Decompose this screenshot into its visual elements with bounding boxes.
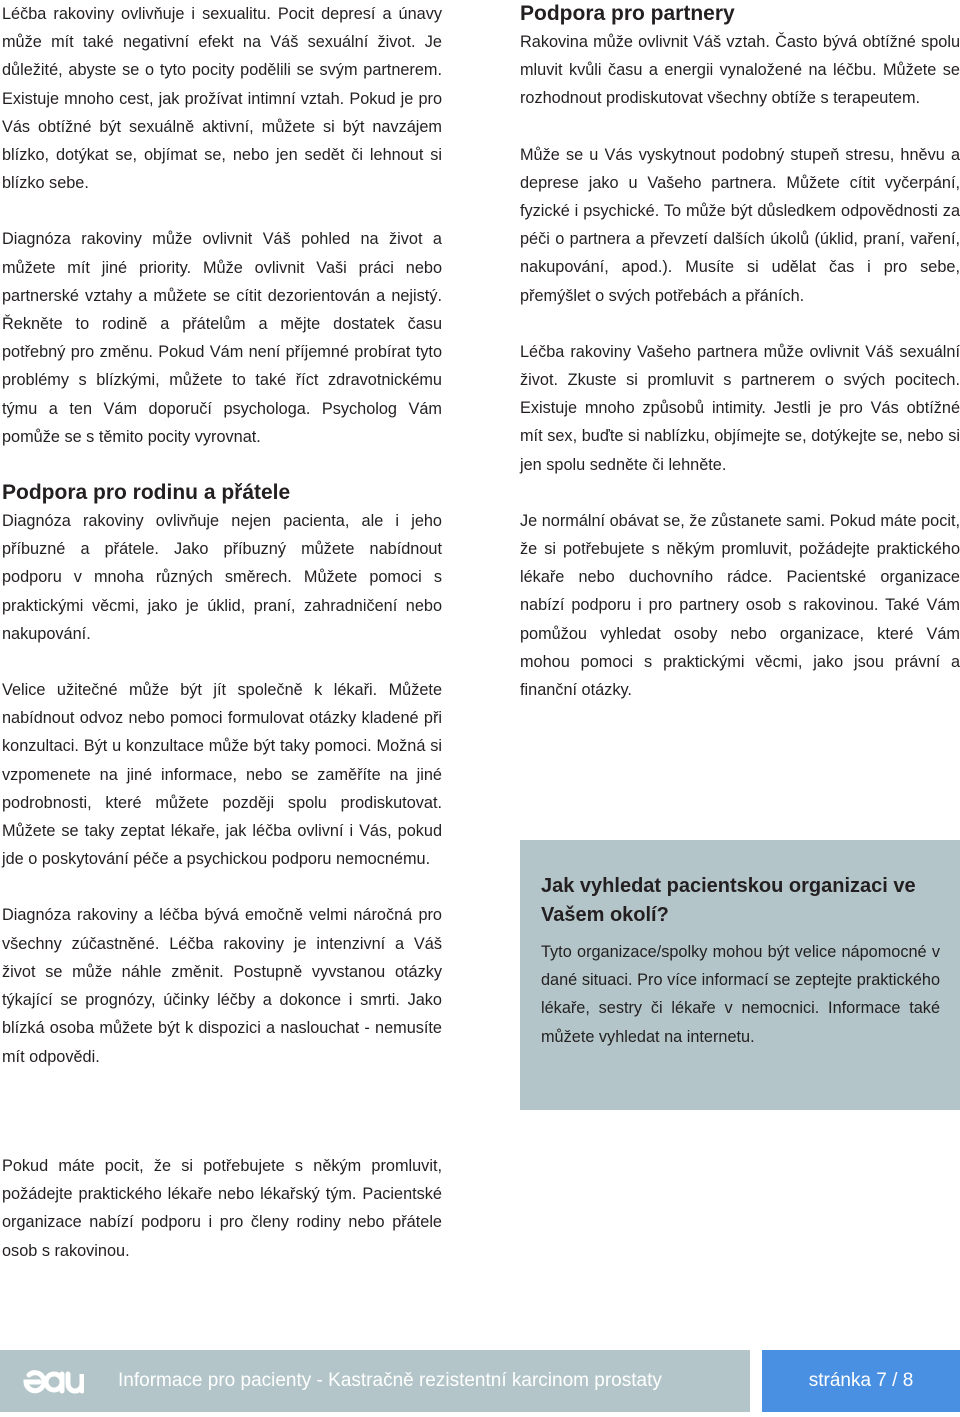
infobox-text: Tyto organizace/spolky mohou být velice nápomocné v dané situaci. Pro více informací se zeptejte praktického lékaře, sestry či lékaře v nemocnici. Informace také můžete vyhledat na internetu. bbox=[541, 943, 940, 1046]
right-column bbox=[520, 0, 960, 732]
paragraph-family-3: Diagnóza rakoviny a léčba bývá emočně velmi náročná pro všechny zúčastněné. Léčba rakoviny je intenzivní a Váš život se může náhle změnit. Postupně vyvstanou otázky týkající se prognózy, účinky léčby a dokonce i smrti. Jako blízká osoba můžete být k dispozici a naslouchat - nemusíte mít odpovědi. bbox=[2, 906, 442, 1066]
left-column bbox=[2, 0, 442, 1099]
family-support-heading: Podpora pro rodinu a přátele bbox=[2, 481, 291, 505]
eau-logo-icon bbox=[22, 1362, 84, 1400]
partner-support-heading: Podpora pro partnery bbox=[520, 2, 735, 25]
infobox-heading: Jak vyhledat pacientskou organizaci ve Vašem okolí? bbox=[541, 875, 916, 926]
paragraph-family-4: Pokud máte pocit, že si potřebujete s někým promluvit, požádejte praktického lékaře nebo lékařský tým. Pacientské organizace nabízí podporu i pro členy rodiny nebo přátele osob s rakovinou. bbox=[2, 1157, 442, 1260]
page-footer bbox=[0, 1350, 960, 1412]
page-number-badge bbox=[762, 1350, 960, 1412]
paragraph-sexuality: Léčba rakoviny ovlivňuje i sexualitu. Pocit depresí a únavy může mít také negativní efekt na Váš sexuální život. Je důležité, abyste se o tyto pocity podělili se svým partnerem. Existuje mnoho cest, jak prožívat intimní vztah. Pokud je pro Vás obtížné být sexuálně aktivní, můžete si být navzájem blízko, dotýkat se, objímat se, nebo jen sedět či lehnout si blízko sebe. bbox=[2, 5, 442, 193]
paragraph-partner-3: Léčba rakoviny Vašeho partnera může ovlivnit Váš sexuální život. Zkuste si promluvit s partnerem o svých pocitech. Existuje mnoho způsobů intimity. Jestli je pro Vás obtížné mít sex, buďte si nablízku, objímejte se, dotýkejte se, nebo si jen spolu sedněte či lehněte. bbox=[520, 342, 960, 474]
patient-organization-infobox bbox=[520, 840, 960, 1110]
footer-title-bar bbox=[0, 1350, 750, 1412]
paragraph-partner-4: Je normální obávat se, že zůstanete sami. Pokud máte pocit, že si potřebujete s někým promluvit, požádejte praktického lékaře nebo duchovního rádce. Pacientské organizace nabízí podporu i pro partnery osob s rakovinou. Také Vám pomůžou vyhledat osoby nebo organizace, které Vám mohou pomoci s praktickými věcmi, jako jsou právní a finanční otázky. bbox=[520, 511, 960, 700]
paragraph-family-1: Diagnóza rakoviny ovlivňuje nejen pacienta, ale i jeho příbuzné a přátele. Jako příbuzný můžete nabídnout podporu v mnoha různých směrech. Můžete pomoci s praktickými věcmi, jako je úklid, praní, zahradničení nebo nakupování. bbox=[2, 512, 442, 643]
bottom-block bbox=[2, 1152, 442, 1293]
paragraph-life-priorities: Diagnóza rakoviny může ovlivnit Váš pohled na život a můžete mít jiné priority. Může ovlivnit Vaši práci nebo partnerské vztahy a můžete se cítit dezorientován a nejistý. Řekněte to rodině a přátelům a mějte dostatek času potřebný pro změnu. Pokud Vám není příjemné probírat tyto problémy s blízkými, můžete to také říct zdravotnickému týmu a ten Vám doporučí psychologa. Psycholog Vám pomůže se s těmito pocity vyrovnat. bbox=[2, 230, 442, 446]
paragraph-partner-2: Může se u Vás vyskytnout podobný stupeň stresu, hněvu a deprese jako u Vašeho partnera. Můžete cítit vyčerpání, fyzické i psychické. To může být důsledkem odpovědnosti za péči o partnera a převzetí dalších úkolů (úklid, praní, vaření, nakupování, apod.). Musíte si udělat čas i pro sebe, přemýšlet o svých potřebách a přáních. bbox=[520, 145, 960, 305]
page-number: stránka 7 / 8 bbox=[808, 1370, 914, 1391]
paragraph-partner-1: Rakovina může ovlivnit Váš vztah. Často bývá obtížné spolu mluvit kvůli času a energii vynaložené na léčbu. Můžete se rozhodnout prodiskutovat všechny obtíže s terapeutem. bbox=[520, 33, 960, 108]
paragraph-family-2: Velice užitečné může být jít společně k lékaři. Můžete nabídnout odvoz nebo pomoci formulovat otázky kladené při konzultaci. Být u konzultace může být taky pomoci. Možná si vzpomenete na jiné informace, nebo se zaměříte na jiné podrobnosti, které můžete později spolu prodiskutovat. Můžete se taky zeptat lékaře, jak léčba ovlivní i Vás, pokud jde o poskytování péče a psychickou podporu nemocnému. bbox=[2, 681, 442, 869]
footer-title: Informace pro pacienty - Kastračně rezistentní karcinom prostaty bbox=[118, 1370, 662, 1391]
